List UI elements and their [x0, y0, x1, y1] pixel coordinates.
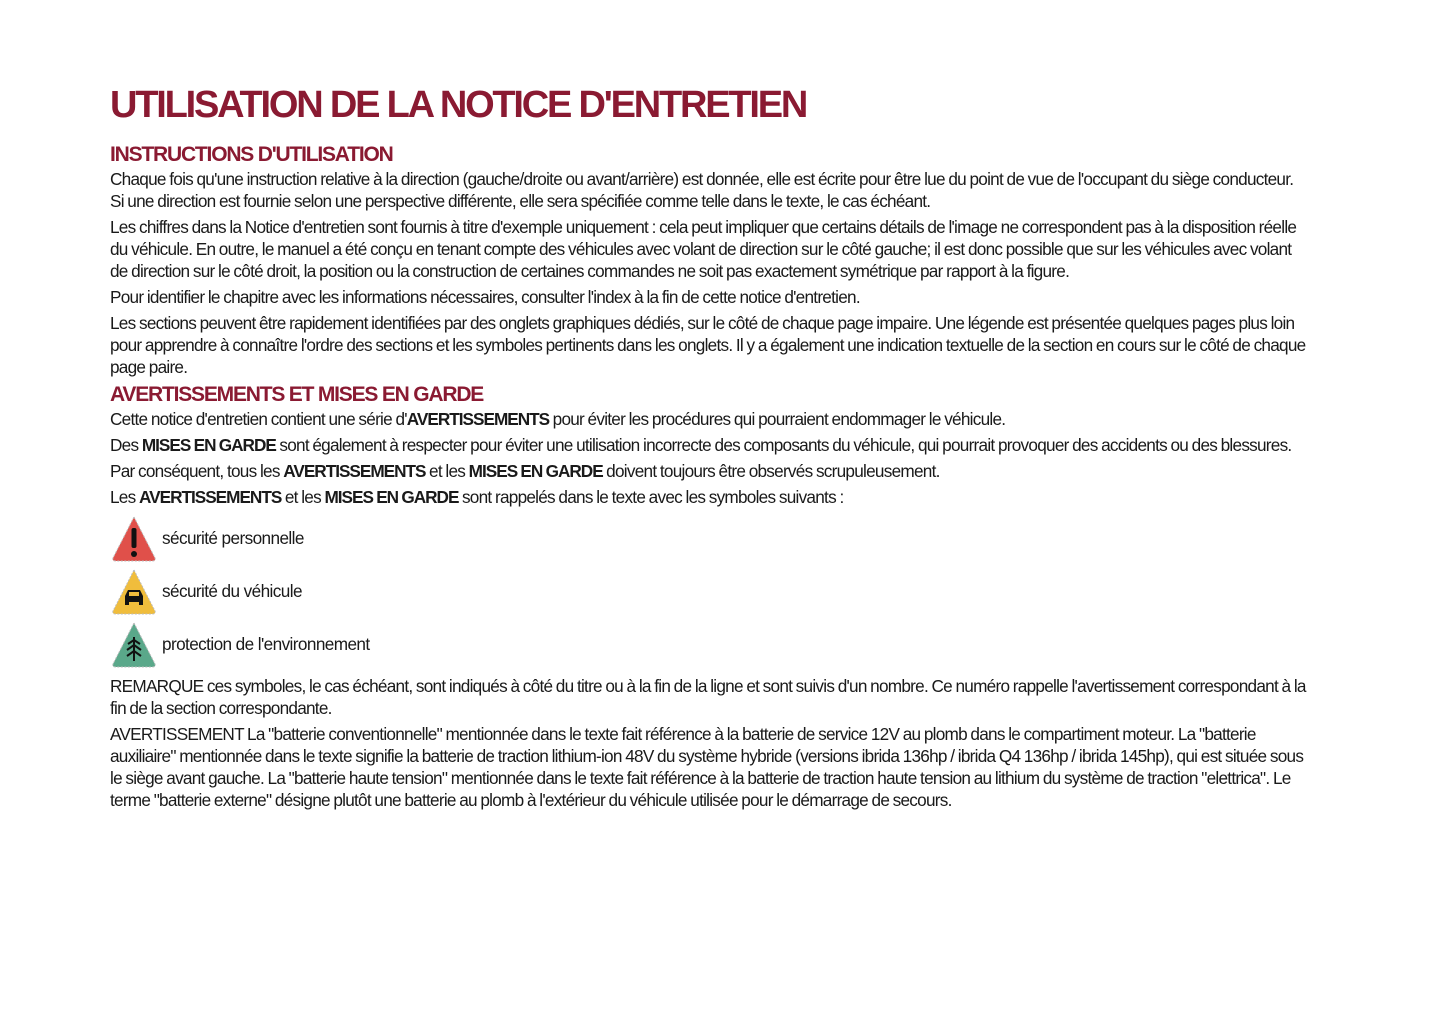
- paragraph: Les chiffres dans la Notice d'entretien sont fournis à titre d'exemple uniquement : cela peut impliquer que certains détails de l'image ne correspondent pas à la disposition réelle du véhicule. En outre, le manuel a été conçu en tenant compte des véhicules avec volant de direction sur le côté gauche; il est donc possible que sur les véhicules avec volant de direction sur le côté droit, la position ou la construction de certaines commandes ne soit pas exactement symétrique par rapport à la figure.: [110, 217, 1297, 281]
- text: et les: [425, 461, 469, 481]
- text: doivent toujours être observés scrupuleusement.: [602, 461, 940, 481]
- bold-text: MISES EN GARDE: [468, 461, 603, 481]
- symbol-row: [110, 565, 1310, 618]
- symbol-label: sécurité du véhicule: [162, 581, 302, 601]
- text: et les: [281, 487, 325, 507]
- paragraph: [110, 460, 1310, 482]
- bold-text: MISES EN GARDE: [141, 435, 276, 455]
- text: sont également à respecter pour éviter une utilisation incorrecte des composants du véhicule, qui pourrait provoquer des accidents ou des blessures.: [275, 435, 1292, 455]
- symbol-row: [110, 512, 1310, 565]
- document-page: [110, 84, 1310, 815]
- bold-text: AVERTISSEMENTS: [139, 487, 282, 507]
- text: sont rappelés dans le texte avec les symboles suivants :: [458, 487, 844, 507]
- paragraph: Les sections peuvent être rapidement identifiées par des onglets graphiques dédiés, sur le côté de chaque page impaire. Une légende est présentée quelques pages plus loin pour apprendre à connaître l'ordre des sections et les symboles pertinents dans les onglets. Il y a également une indication textuelle de la section en cours sur le côté de chaque page paire.: [110, 313, 1306, 377]
- environment-tree-icon: [110, 620, 158, 670]
- paragraph: Pour identifier le chapitre avec les informations nécessaires, consulter l'index à la fin de cette notice d'entretien.: [110, 287, 860, 307]
- bold-text: MISES EN GARDE: [324, 487, 459, 507]
- text: Les: [110, 487, 139, 507]
- text: Cette notice d'entretien contient une série d': [110, 409, 407, 429]
- paragraph: Chaque fois qu'une instruction relative à la direction (gauche/droite ou avant/arrière) est donnée, elle est écrite pour être lue du point de vue de l'occupant du siège conducteur. Si une direction est fournie selon une perspective différente, elle sera spécifiée comme telle dans le texte, le cas échéant.: [110, 169, 1294, 211]
- section-heading-warnings: AVERTISSEMENTS ET MISES EN GARDE: [110, 383, 484, 406]
- paragraph: [110, 434, 1310, 456]
- bold-text: AVERTISSEMENTS: [406, 409, 550, 429]
- section-heading-instructions: INSTRUCTIONS D'UTILISATION: [110, 143, 393, 166]
- warning-exclamation-icon: [110, 514, 158, 564]
- text: pour éviter les procédures qui pourraient endommager le véhicule.: [549, 409, 1006, 429]
- paragraph: [110, 486, 1310, 508]
- warning-paragraph: AVERTISSEMENT La "batterie conventionnelle" mentionnée dans le texte fait référence à la batterie de service 12V au plomb dans le compartiment moteur. La "batterie auxiliaire" mentionnée dans le texte signifie la batterie de traction lithium-ion 48V du système hybride (versions ibrida 136hp / ibrida Q4 136hp / ibrida 145hp), qui est située sous le siège avant gauche. La "batterie haute tension" mentionnée dans le texte fait référence à la batterie de traction haute tension au lithium du système de traction "elettrica". Le terme "batterie externe" désigne plutôt une batterie au plomb à l'extérieur du véhicule utilisée pour le démarrage de secours.: [110, 724, 1304, 810]
- note-paragraph: REMARQUE ces symboles, le cas échéant, sont indiqués à côté du titre ou à la fin de la ligne et sont suivis d'un nombre. Ce numéro rappelle l'avertissement correspondant à la fin de la section correspondante.: [110, 676, 1306, 718]
- symbol-label: sécurité personnelle: [162, 528, 304, 548]
- text: Des: [110, 435, 142, 455]
- page-title: UTILISATION DE LA NOTICE D'ENTRETIEN: [110, 84, 807, 126]
- symbol-label: protection de l'environnement: [162, 634, 370, 654]
- text: Par conséquent, tous les: [110, 461, 284, 481]
- vehicle-safety-icon: [110, 567, 158, 617]
- paragraph: [110, 408, 1310, 430]
- symbol-row: [110, 618, 1310, 671]
- bold-text: AVERTISSEMENTS: [283, 461, 426, 481]
